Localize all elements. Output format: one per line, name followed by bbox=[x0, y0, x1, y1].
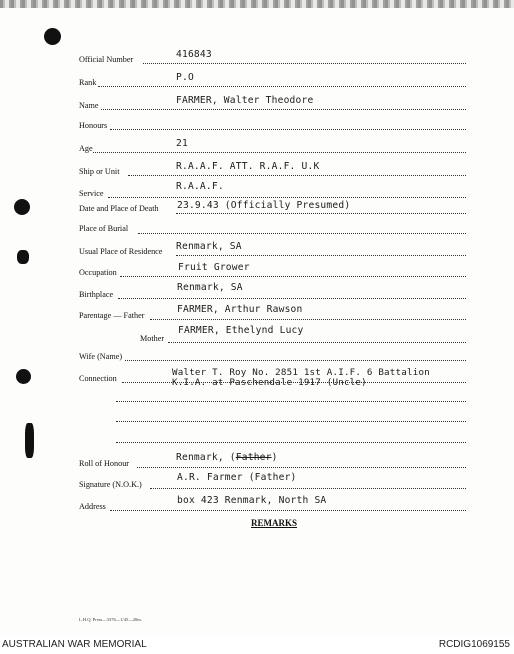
field-value: FARMER, Arthur Rawson bbox=[177, 304, 303, 315]
footer-source: AUSTRALIAN WAR MEMORIAL bbox=[2, 639, 147, 650]
field-label: Signature (N.O.K.) bbox=[79, 480, 142, 489]
blank-line-3 bbox=[116, 442, 466, 443]
field-line bbox=[110, 510, 466, 511]
field-line bbox=[98, 86, 466, 87]
field-name bbox=[0, 95, 514, 117]
field-line bbox=[150, 488, 466, 489]
struck-text: Father bbox=[235, 452, 272, 463]
field-label: Connection bbox=[79, 374, 117, 383]
archive-footer bbox=[0, 636, 514, 654]
field-label: Wife (Name) bbox=[79, 352, 123, 361]
field-connection bbox=[0, 369, 514, 391]
field-occupation bbox=[0, 262, 514, 284]
blank-line-2 bbox=[116, 421, 466, 422]
field-value: 416843 bbox=[176, 49, 212, 60]
field-label: Service bbox=[79, 189, 104, 198]
field-value bbox=[176, 452, 278, 463]
printer-mark: L.H.Q. Press—3376—1/45—20m. bbox=[79, 617, 142, 622]
field-age bbox=[0, 138, 514, 160]
field-line bbox=[125, 360, 466, 361]
blank-line-1 bbox=[116, 401, 466, 402]
value-prefix: Renmark, ( bbox=[176, 452, 236, 463]
field-label: Name bbox=[79, 101, 99, 110]
field-label: Mother bbox=[140, 334, 165, 343]
field-line bbox=[120, 276, 466, 277]
punch-hole-top bbox=[44, 28, 61, 45]
field-birthplace bbox=[0, 284, 514, 306]
field-label: Usual Place of Residence bbox=[79, 247, 163, 256]
field-label: Honours bbox=[79, 121, 108, 130]
field-line bbox=[138, 233, 466, 234]
field-value: Fruit Grower bbox=[178, 262, 250, 273]
field-ship-or-unit bbox=[0, 161, 514, 183]
field-line bbox=[110, 129, 466, 130]
field-line bbox=[93, 152, 466, 153]
field-line bbox=[176, 213, 466, 214]
remarks-heading: REMARKS bbox=[251, 518, 298, 528]
field-label: Roll of Honour bbox=[79, 459, 130, 468]
field-signature-nok bbox=[0, 474, 514, 496]
field-label: Date and Place of Death bbox=[79, 204, 159, 213]
field-line bbox=[108, 197, 466, 198]
field-value: P.O bbox=[176, 72, 194, 83]
field-honours bbox=[0, 118, 514, 140]
scan-edge-artifact bbox=[0, 0, 514, 8]
field-label: Parentage — Father bbox=[79, 311, 145, 320]
field-value: R.A.A.F. ATT. R.A.F. U.K bbox=[176, 161, 320, 172]
field-value: 21 bbox=[176, 138, 188, 149]
field-value: FARMER, Ethelynd Lucy bbox=[178, 325, 304, 336]
field-line bbox=[150, 319, 466, 320]
field-line bbox=[143, 63, 466, 64]
field-line bbox=[168, 342, 466, 343]
value-suffix: ) bbox=[271, 452, 278, 463]
field-label: Official Number bbox=[79, 55, 134, 64]
field-line bbox=[128, 175, 466, 176]
field-official-number bbox=[0, 49, 514, 71]
field-label: Place of Burial bbox=[79, 224, 129, 233]
field-value: box 423 Renmark, North SA bbox=[177, 495, 327, 506]
field-mother bbox=[0, 325, 514, 350]
field-line bbox=[101, 109, 466, 110]
field-value: Renmark, SA bbox=[177, 282, 243, 293]
field-value: FARMER, Walter Theodore bbox=[176, 95, 314, 106]
field-label: Address bbox=[79, 502, 106, 511]
field-label: Rank bbox=[79, 78, 97, 87]
field-usual-residence bbox=[0, 240, 514, 262]
field-line bbox=[137, 467, 466, 468]
field-label: Age bbox=[79, 144, 93, 153]
field-value: R.A.A.F. bbox=[176, 181, 224, 192]
field-address bbox=[0, 496, 514, 518]
field-value: Renmark, SA bbox=[176, 241, 242, 252]
field-line bbox=[176, 255, 466, 256]
footer-record-id: RCDIG1069155 bbox=[438, 639, 510, 650]
field-value: A.R. Farmer (Father) bbox=[177, 472, 297, 483]
field-label: Occupation bbox=[79, 268, 117, 277]
field-rank bbox=[0, 72, 514, 94]
field-value-continued: K.I.A. at Paschendale 1917 (Uncle) bbox=[172, 377, 367, 388]
field-line bbox=[118, 298, 466, 299]
field-value: Walter T. Roy No. 2851 1st A.I.F. 6 Battalion bbox=[172, 367, 430, 378]
field-roll-of-honour bbox=[0, 452, 514, 474]
field-date-place-of-death bbox=[0, 200, 514, 225]
field-value: 23.9.43 (Officially Presumed) bbox=[177, 200, 351, 211]
field-label: Ship or Unit bbox=[79, 167, 120, 176]
field-label: Birthplace bbox=[79, 290, 114, 299]
